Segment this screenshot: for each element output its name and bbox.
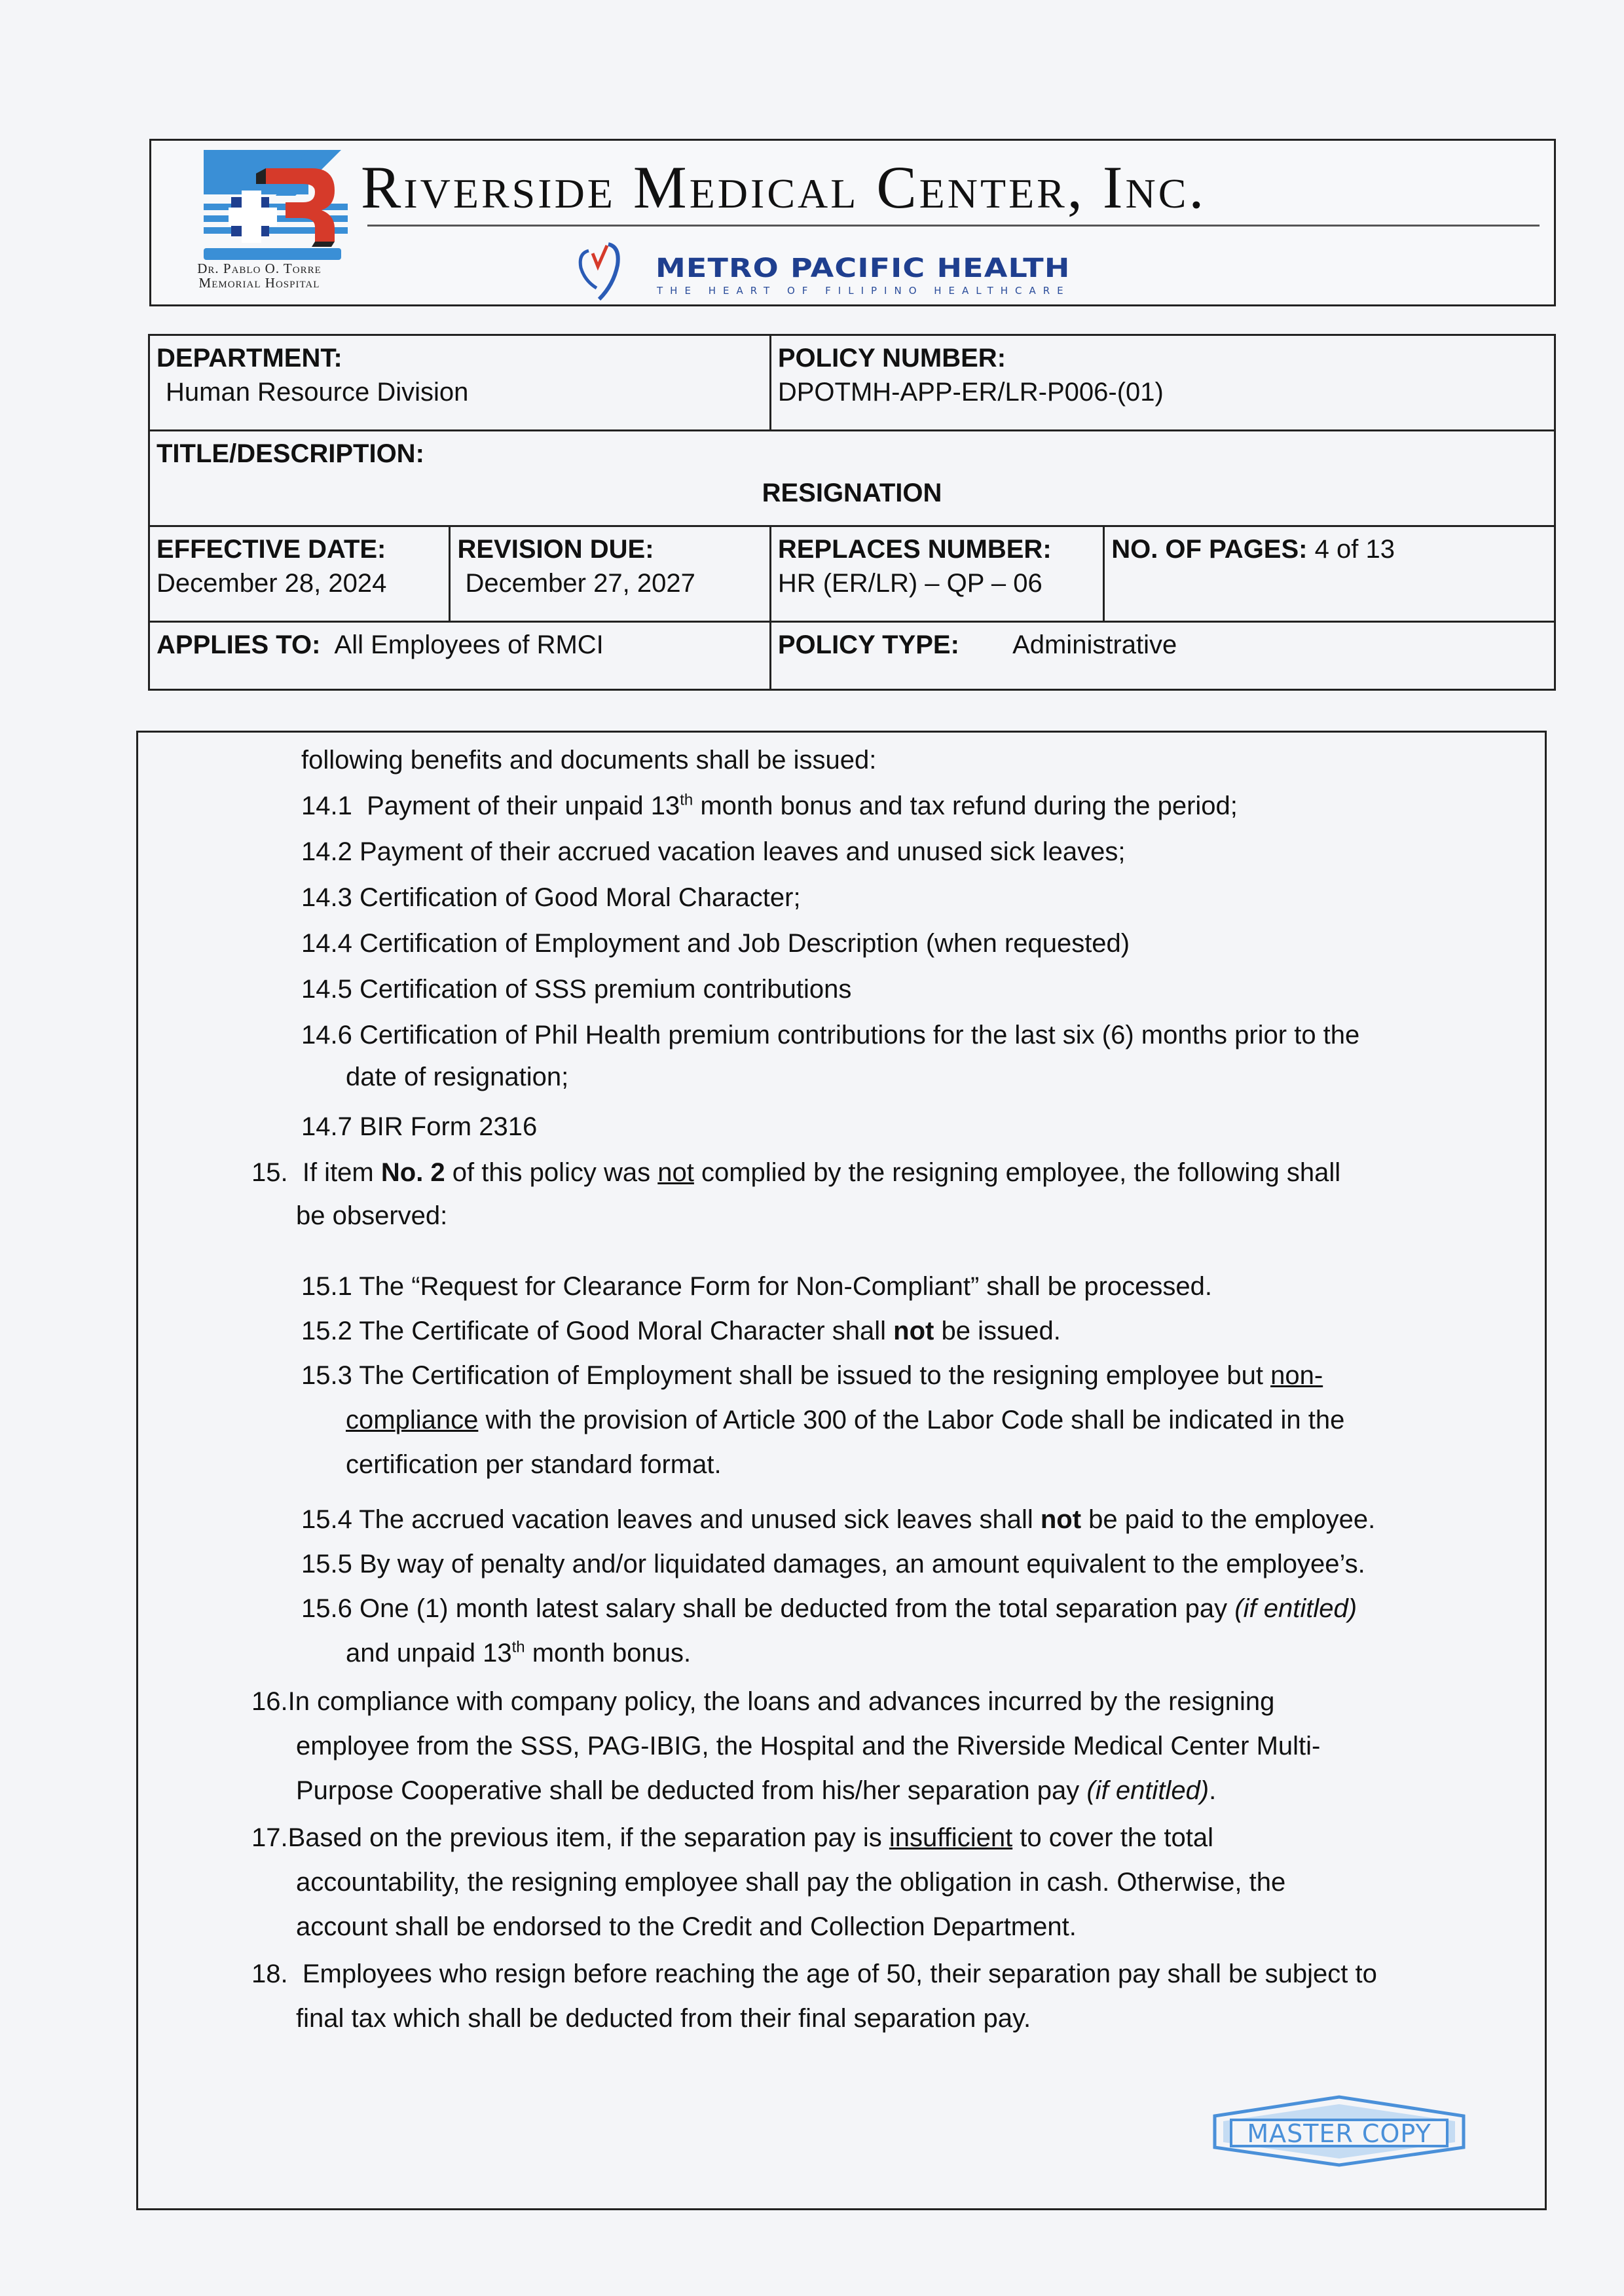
effective-date-cell [149,526,450,622]
list-item-14-4: 14.4 Certification of Employment and Job Description (when requested) [301,929,1130,958]
list-item-15-6: 15.6 One (1) month latest salary shall be deducted from the total separation pay (if entitled) [301,1594,1357,1623]
title-cell [149,431,1555,526]
list-item-18-cont: final tax which shall be deducted from their final separation pay. [296,2004,1031,2033]
title-value: RESIGNATION [762,479,942,507]
policy-number-cell [770,335,1555,431]
policy-info-table [148,334,1556,691]
pages-cell [1104,526,1555,622]
list-item-15-3-cont2: certification per standard format. [346,1450,722,1479]
list-item-15-4: 15.4 The accrued vacation leaves and unused sick leaves shall not be paid to the employee. [301,1505,1376,1534]
company-name: Riverside Medical Center, Inc. [361,154,1207,221]
policy-number-label: POLICY NUMBER: [777,344,1006,373]
department-label: DEPARTMENT: [157,344,342,373]
pages-value: 4 of 13 [1314,535,1395,564]
list-item-16-cont: employee from the SSS, PAG-IBIG, the Hospital and the Riverside Medical Center Multi- [296,1732,1321,1760]
revision-due-label: REVISION DUE: [457,535,654,564]
hospital-logo-icon [204,150,348,261]
intro-text: following benefits and documents shall be issued: [301,746,877,774]
list-item-14-6-cont: date of resignation; [346,1063,569,1091]
master-copy-stamp-text: MASTER COPY [1247,2119,1431,2148]
effective-date-label: EFFECTIVE DATE: [157,535,386,564]
applies-to-value: All Employees of RMCI [334,630,604,659]
heart-check-icon [577,239,623,301]
list-item-18: 18. Employees who resign before reaching the age of 50, their separation pay shall be subject to [251,1959,1377,1988]
partner-tagline: THE HEART OF FILIPINO HEALTHCARE [657,285,1071,297]
list-item-15-cont: be observed: [296,1201,448,1230]
title-label: TITLE/DESCRIPTION: [157,439,424,468]
department-value: Human Resource Division [166,378,469,407]
list-item-15-6-cont: and unpaid 13th month bonus. [346,1638,692,1667]
list-item-17-cont: accountability, the resigning employee shall pay the obligation in cash. Otherwise, the [296,1868,1286,1897]
list-item-16: 16.In compliance with company policy, the loans and advances incurred by the resigning [251,1687,1275,1716]
revision-due-value: December 27, 2027 [465,569,695,598]
policy-type-value: Administrative [1012,630,1177,659]
list-item-17: 17.Based on the previous item, if the separation pay is insufficient to cover the total [251,1823,1214,1852]
letterhead [149,139,1556,306]
list-item-15-3: 15.3 The Certification of Employment shall be issued to the resigning employee but non- [301,1361,1323,1390]
replaces-number-cell [770,526,1103,622]
policy-number-value: DPOTMH-APP-ER/LR-P006-(01) [777,378,1164,407]
policy-type-label: POLICY TYPE: [777,630,959,659]
list-item-15-2: 15.2 The Certificate of Good Moral Character shall not be issued. [301,1317,1061,1345]
hospital-caption-line2: Memorial Hospital [198,275,320,291]
list-item-16-cont2: Purpose Cooperative shall be deducted from his/her separation pay (if entitled). [296,1776,1217,1805]
hospital-caption [151,261,367,290]
list-item-14-6: 14.6 Certification of Phil Health premium contributions for the last six (6) months prior to the [301,1021,1360,1049]
list-item-17-cont2: account shall be endorsed to the Credit and Collection Department. [296,1912,1077,1941]
list-item-14-5: 14.5 Certification of SSS premium contributions [301,975,852,1004]
list-item-14-1: 14.1 Payment of their unpaid 13th month bonus and tax refund during the period; [301,791,1238,820]
replaces-number-value: HR (ER/LR) – QP – 06 [777,569,1043,598]
effective-date-value: December 28, 2024 [157,569,387,598]
list-item-15-5: 15.5 By way of penalty and/or liquidated damages, an amount equivalent to the employee’s. [301,1550,1365,1578]
divider [367,225,1540,227]
partner-name: METRO PACIFIC HEALTH [655,253,1071,283]
applies-to-cell [149,622,771,690]
policy-type-cell [770,622,1555,690]
list-item-14-2: 14.2 Payment of their accrued vacation leaves and unused sick leaves; [301,837,1126,866]
list-item-14-7: 14.7 BIR Form 2316 [301,1112,538,1141]
hospital-caption-line1: Dr. Pablo O. Torre [197,261,322,276]
list-item-15: 15. If item No. 2 of this policy was not complied by the resigning employee, the following shall [251,1158,1341,1187]
pages-label: NO. OF PAGES: [1111,535,1308,564]
list-item-15-3-cont: compliance with the provision of Article 300 of the Labor Code shall be indicated in the [346,1406,1345,1434]
replaces-number-label: REPLACES NUMBER: [777,535,1052,564]
applies-to-label: APPLIES TO: [157,630,321,659]
department-cell [149,335,771,431]
list-item-14-3: 14.3 Certification of Good Moral Character; [301,883,801,912]
list-item-15-1: 15.1 The “Request for Clearance Form for Non-Compliant” shall be processed. [301,1272,1213,1301]
revision-due-cell [450,526,770,622]
